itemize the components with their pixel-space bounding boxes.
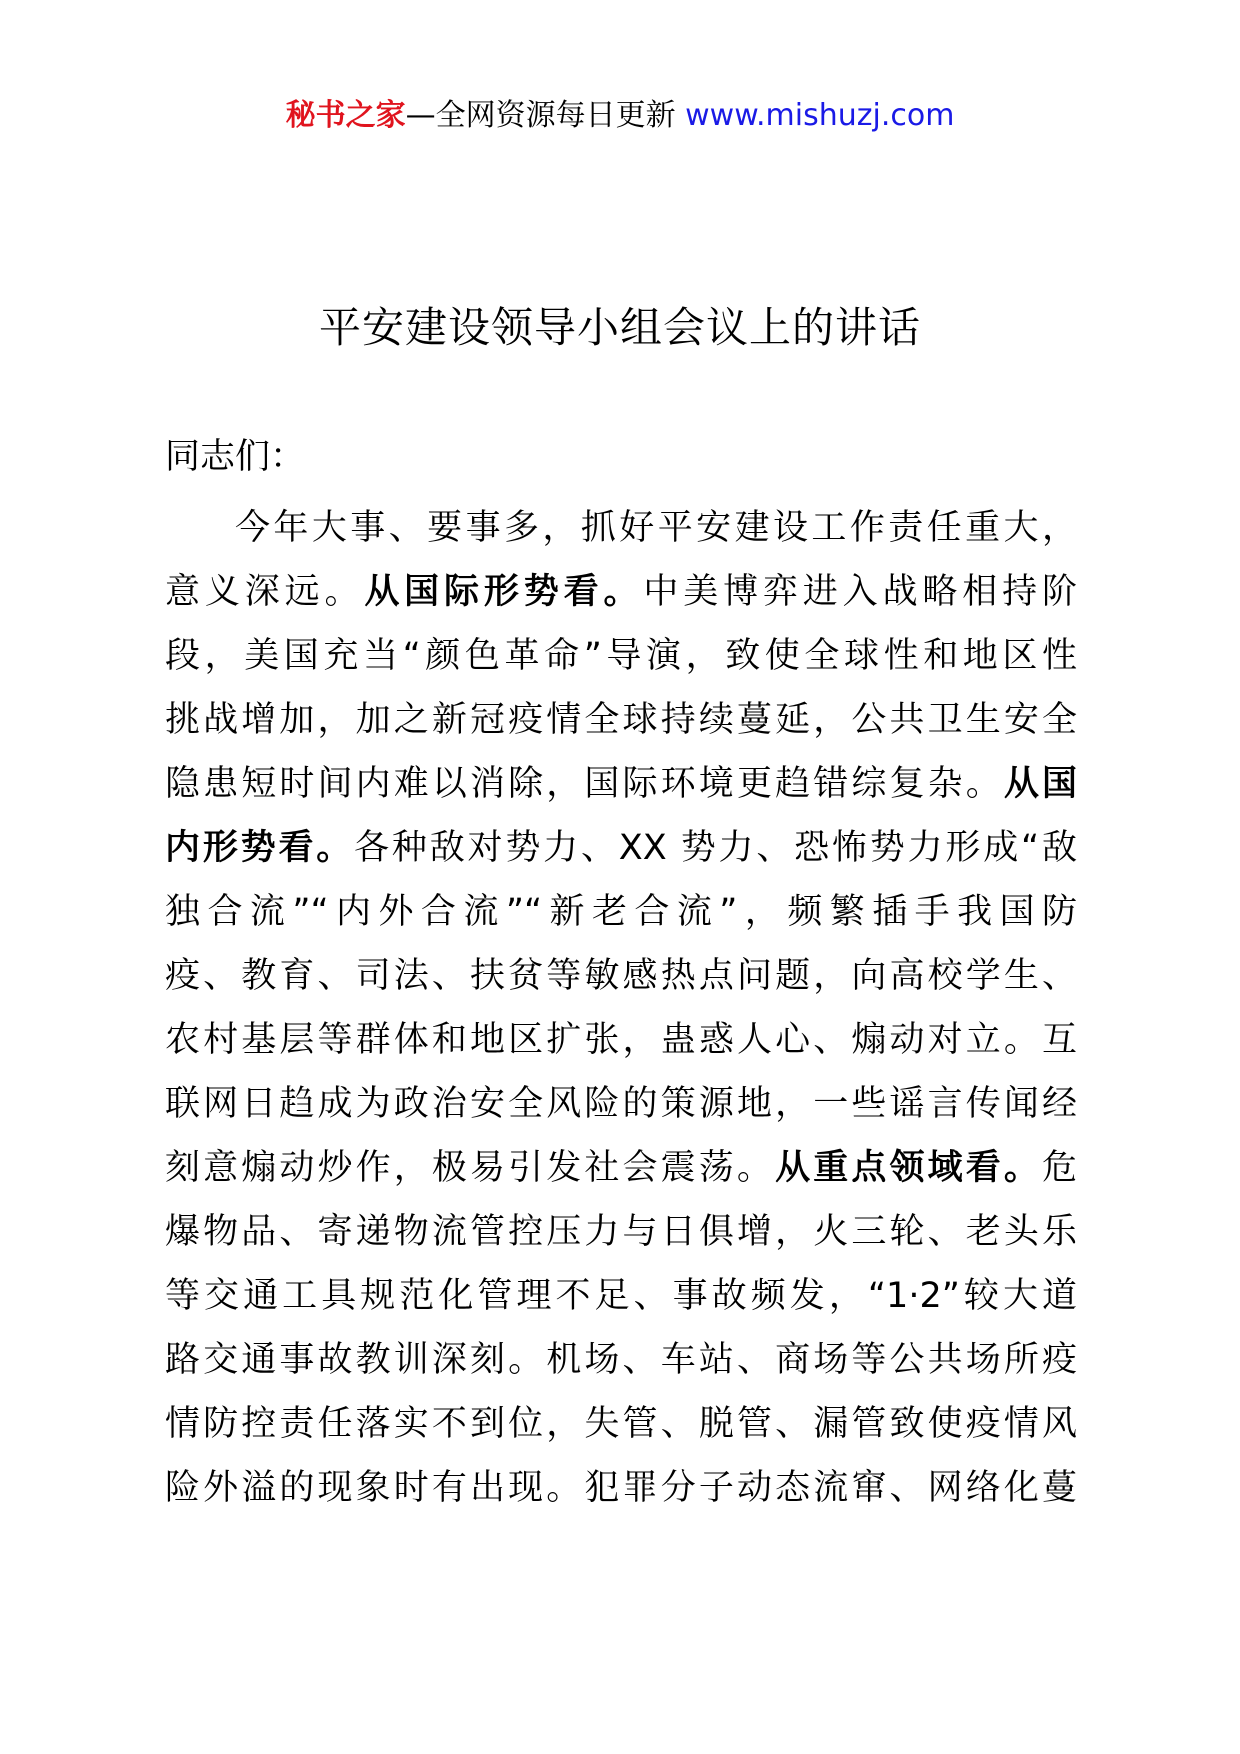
text-run: 爆物品、寄递物流管控压力与日俱增，火三轮、老头乐: [165, 1212, 1077, 1252]
text-run: 等交通工具规范化管理不足、事故频发，“1·2”较大道: [165, 1276, 1077, 1316]
text-run: 险外溢的现象时有出现。犯罪分子动态流窜、网络化蔓: [165, 1468, 1077, 1508]
text-run: 路交通事故教训深刻。机场、车站、商场等公共场所疫: [165, 1340, 1077, 1380]
document-title: 平安建设领导小组会议上的讲话: [318, 303, 921, 352]
text-line: [165, 944, 1077, 1008]
text-run: 刻意煽动炒作，极易引发社会震荡。: [165, 1148, 776, 1188]
text-line: [165, 560, 1077, 624]
text-run: 独合流”“内外合流”“新老合流”，频繁插手我国防: [165, 892, 1077, 932]
bold-heading-text: 从国际形势看。: [364, 572, 644, 612]
body-paragraph: [165, 496, 1077, 1520]
site-tagline: —全网资源每日更新: [405, 98, 686, 133]
text-line: [165, 1072, 1077, 1136]
site-brand: 秘书之家: [285, 98, 406, 133]
text-run: 中美博弈进入战略相持阶: [643, 572, 1077, 612]
bold-heading-text: 内形势看。: [165, 828, 355, 868]
bold-heading-text: 从重点领域看。: [775, 1148, 1042, 1188]
text-line: [165, 496, 1077, 560]
text-line: [165, 1136, 1077, 1200]
text-line: [165, 1200, 1077, 1264]
text-run: 意义深远。: [165, 572, 365, 612]
page-header: [0, 96, 1240, 136]
site-url-link[interactable]: www.mishuzj.com: [685, 98, 955, 133]
text-line: [165, 816, 1077, 880]
text-run: 各种敌对势力、XX 势力、恐怖势力形成“敌: [354, 828, 1077, 868]
text-line: [165, 752, 1077, 816]
text-run: 隐患短时间内难以消除，国际环境更趋错综复杂。: [165, 764, 1004, 804]
text-line: [165, 1264, 1077, 1328]
text-run: 情防控责任落实不到位，失管、脱管、漏管致使疫情风: [165, 1404, 1077, 1444]
bold-heading-text: 从国: [1003, 764, 1077, 804]
text-run: 联网日趋成为政治安全风险的策源地，一些谣言传闻经: [165, 1084, 1077, 1124]
text-run: 疫、教育、司法、扶贫等敏感热点问题，向高校学生、: [165, 956, 1077, 996]
text-run: 危: [1041, 1148, 1077, 1188]
text-run: 段，美国充当“颜色革命”导演，致使全球性和地区性: [165, 636, 1077, 676]
text-line: [165, 1456, 1077, 1520]
text-run: 农村基层等群体和地区扩张，蛊惑人心、煽动对立。互: [165, 1020, 1077, 1060]
text-line: [165, 880, 1077, 944]
text-line: [165, 624, 1077, 688]
text-line: [165, 1392, 1077, 1456]
text-line: [165, 1008, 1077, 1072]
text-run: 今年大事、要事多，抓好平安建设工作责任重大，: [235, 508, 1077, 548]
text-line: [165, 1328, 1077, 1392]
text-line: [165, 688, 1077, 752]
text-run: 挑战增加，加之新冠疫情全球持续蔓延，公共卫生安全: [165, 700, 1077, 740]
salutation: 同志们：: [165, 437, 306, 477]
